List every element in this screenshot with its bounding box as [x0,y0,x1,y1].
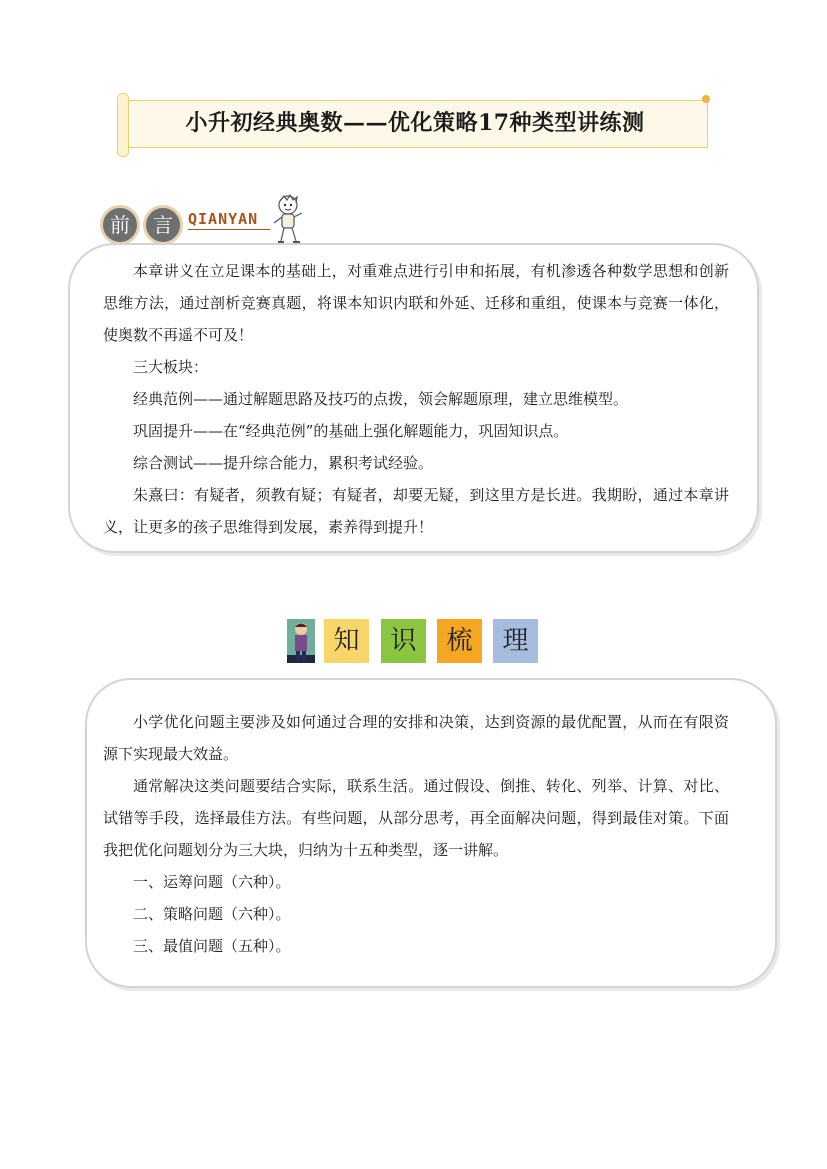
title-banner [122,100,708,148]
preface-paragraph: 经典范例——通过解题思路及技巧的点拨，领会解题原理，建立思维模型。 [133,390,629,408]
page-title: 小升初经典奥数——优化策略17种类型讲练测 [185,110,645,136]
preface-paragraph: 本章讲义在立足课本的基础上，对重难点进行引申和拓展，有机渗透各种数学思想和创新思维方法，通过剖析竞赛真题，将课本知识内联和外延、迁移和重组，使课本与竞赛一体化，使奥数不再遥不可及！ [103,262,729,344]
knowledge-tile: 理 [493,619,538,663]
knowledge-paragraph: 二、策略问题（六种）。 [133,905,291,923]
preface-paragraph: 三大板块： [133,358,209,376]
knowledge-tile: 梳 [437,619,482,663]
knowledge-box [85,678,777,988]
preface-paragraph: 综合测试——提升综合能力，累积考试经验。 [133,454,434,472]
knowledge-paragraph: 一、运筹问题（六种）。 [133,873,291,891]
knowledge-tile: 知 [324,619,369,663]
cartoon-character-icon [270,193,306,245]
knowledge-paragraph: 通常解决这类问题要结合实际，联系生活。通过假设、倒推、转化、列举、计算、对比、试错等手段，选择最佳方法。有些问题，从部分思考，再全面解决问题，得到最佳对策。下面我把优化问题划分为三大块，归纳为十五种类型，逐一讲解。 [103,777,729,859]
preface-badge-1: 前 [100,205,140,245]
preface-paragraph: 巩固提升——在“经典范例”的基础上强化解题能力，巩固知识点。 [133,422,569,440]
preface-box [68,243,759,553]
knowledge-paragraph: 小学优化问题主要涉及如何通过合理的安排和决策，达到资源的最优配置，从而在有限资源下实现最大效益。 [103,713,729,763]
knowledge-paragraph: 三、最值问题（五种）。 [133,937,291,955]
knowledge-tile: 识 [381,619,426,663]
scroll-dot-decoration [702,95,710,103]
preface-paragraph: 朱熹曰：有疑者，须教有疑；有疑者，却要无疑，到这里方是长进。我期盼，通过本章讲义，让更多的孩子思维得到发展，素养得到提升！ [103,486,729,536]
preface-label: QIANYAN [188,210,259,228]
preface-underline [188,229,270,230]
teacher-portrait-icon [287,619,315,663]
preface-badge-2: 言 [143,205,183,245]
